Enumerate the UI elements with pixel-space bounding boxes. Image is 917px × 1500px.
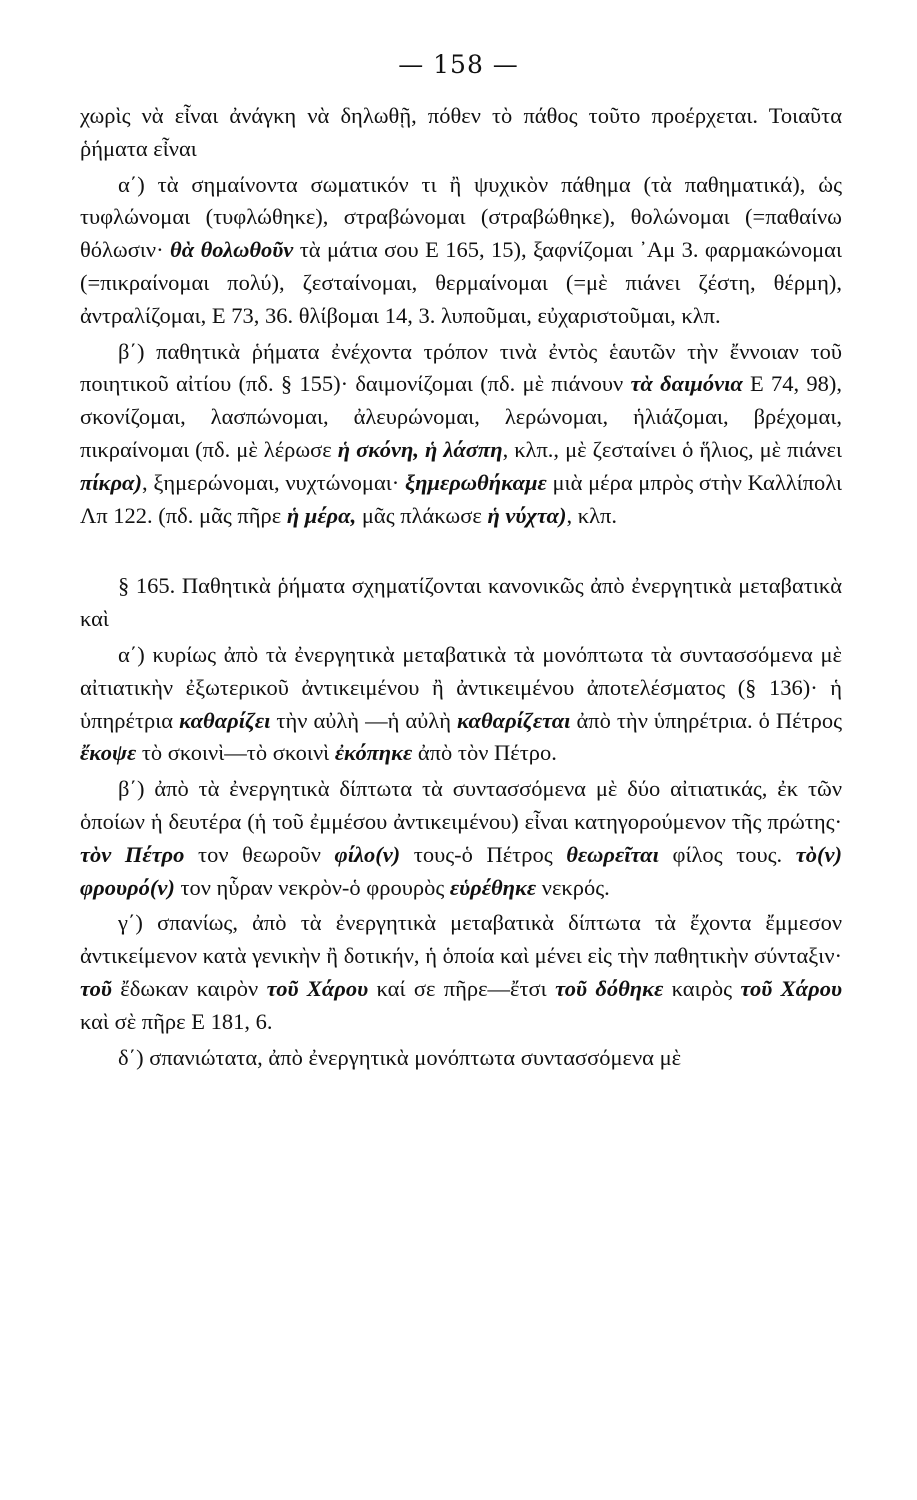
body-text: τον θεωροῦν	[184, 841, 335, 867]
body-text: καιρὸς	[663, 975, 741, 1001]
body-text: , κλπ.	[566, 502, 617, 528]
body-text: χωρὶς νὰ εἶναι ἀνάγκη νὰ δηλωθῇ, πόθεν τὸ πάθος τοῦτο προέρχεται. Τοιαῦτα ῥήματα εἶναι	[80, 103, 842, 161]
body-text: ἀπὸ τὸν Πέτρο.	[412, 740, 557, 766]
paragraph-alpha	[80, 169, 842, 333]
emphasis-text: ἡ σκόνη, ἡ λάσπη	[337, 436, 503, 462]
emphasis-text: εὑρέθηκε	[449, 874, 537, 900]
body-text: ἀπὸ τὴν ὑπηρέτρια. ὁ Πέτρος	[570, 707, 843, 733]
body-text: β΄) ἀπὸ τὰ ἐνεργητικὰ δίπτωτα τὰ συντασσόμενα μὲ δύο αἰτιατικάς, ἐκ τῶν ὁποίων ἡ δευτέρα (ἡ τοῦ ἐμμέσου ἀντικειμένου) εἶναι κατηγορούμενον τῆς πρώτης·	[80, 776, 842, 834]
body-text: καὶ σὲ πῆρε Ε 181, 6.	[80, 1008, 273, 1034]
paragraph-165-alpha	[80, 639, 842, 770]
body-text: , ξημερώνομαι, νυχτώνομαι·	[142, 469, 405, 495]
paragraph-165-delta	[80, 1042, 842, 1075]
emphasis-text: πίκρα)	[80, 469, 142, 495]
page-body	[80, 100, 842, 1074]
paragraph-165-beta	[80, 773, 842, 904]
body-text: καί σε πῆρε—ἔτσι	[368, 975, 556, 1001]
body-text: ἔδωκαν καιρὸν	[111, 975, 267, 1001]
body-text: μᾶς πλάκωσε	[356, 502, 488, 528]
body-text: τὸ σκοινὶ—τὸ σκοινὶ	[136, 740, 335, 766]
body-text: § 165. Παθητικὰ ῥήματα σχηματίζονται κανονικῶς ἀπὸ ἐνεργητικὰ μεταβατικὰ καὶ	[80, 573, 842, 632]
paragraph-intro	[80, 100, 842, 166]
section-165-heading	[80, 570, 842, 636]
emphasis-text: τὰ δαιμόνια	[630, 371, 743, 397]
emphasis-text: τὸ(ν) φρουρό(ν)	[80, 841, 843, 900]
emphasis-text: ἡ νύχτα)	[487, 502, 567, 528]
emphasis-text: καθαρίζει	[179, 707, 271, 733]
emphasis-text: καθαρίζεται	[457, 707, 571, 733]
emphasis-text: τοῦ	[80, 975, 112, 1001]
emphasis-text: θεωρεῖται	[566, 841, 659, 867]
page-number: — 158 —	[398, 50, 519, 79]
body-text: α΄) τὰ σημαίνοντα σωματικόν τι ἢ ψυχικὸν πάθημα (τὰ παθηματικά), ὡς τυφλώνομαι (τυφλώθηκε), στραβώνομαι (στραβώθηκε), θολώνομαι (=παθαίνω θόλωσιν·	[80, 171, 842, 263]
body-text: τον ηὗραν νεκρὸν-ὁ φρουρὸς	[174, 874, 450, 900]
body-text: β΄) παθητικὰ ῥήματα ἐνέχοντα τρόπον τινὰ ἐντὸς ἑαυτῶν τὴν ἔννοιαν τοῦ ποιητικοῦ αἰτίου (πδ. § 155)· δαιμονίζομαι (πδ. μὲ πιάνουν	[80, 338, 842, 397]
emphasis-text: ἔκοψε	[80, 740, 137, 766]
body-text: τὰ μάτια σου Ε 165, 15), ξαφνίζομαι ᾿Αμ 3. φαρμακώνομαι (=πικραίνομαι πολύ), ζεσταίνομαι, θερμαίνομαι (=μὲ πιάνει ζέστη, θέρμη), ἀντραλίζομαι, Ε 73, 36. θλίβομαι 14, 3. λυποῦμαι, εὐχαριστοῦμαι, κλπ.	[80, 237, 842, 328]
emphasis-text: φίλο(ν)	[334, 841, 401, 867]
paragraph-165-gamma	[80, 907, 842, 1038]
emphasis-text: τὸν Πέτρο	[80, 841, 185, 867]
body-text: γ΄) σπανίως, ἀπὸ τὰ ἐνεργητικὰ μεταβατικὰ δίπτωτα τὰ ἔχοντα ἔμμεσον ἀντικείμενον κατὰ γενικὴν ἢ δοτικήν, ἡ ὁποία καὶ μένει εἰς τὴν παθητικὴν σύνταξιν·	[80, 910, 842, 969]
body-text: δ΄) σπανιώτατα, ἀπὸ ἐνεργητικὰ μονόπτωτα συντασσόμενα μὲ	[118, 1044, 682, 1070]
emphasis-text: τοῦ δόθηκε	[555, 975, 664, 1001]
paragraph-beta	[80, 336, 842, 533]
body-text: τους-ὁ Πέτρος	[400, 841, 567, 867]
emphasis-text: τοῦ Χάρου	[266, 975, 369, 1001]
body-text: φίλος τους.	[658, 841, 796, 867]
body-text: νεκρός.	[536, 874, 610, 900]
emphasis-text: ἐκόπηκε	[334, 740, 413, 766]
emphasis-text: ξημερωθήκαμε	[405, 469, 547, 495]
body-text: α΄) κυρίως ἀπὸ τὰ ἐνεργητικὰ μεταβατικὰ τὰ μονόπτωτα τὰ συντασσόμενα μὲ αἰτιατικὴν ἐξωτερικοῦ ἀντικειμένου ἢ ἀντικειμένου ἀποτελέσματος (§ 136)· ἡ ὑπηρέτρια	[80, 641, 842, 733]
body-text: , κλπ., μὲ ζεσταίνει ὁ ἥλιος, μὲ πιάνει	[502, 436, 842, 462]
body-text: τὴν αὐλὴ —ἡ αὐλὴ	[270, 707, 457, 733]
emphasis-text: ἡ μέρα,	[286, 502, 357, 528]
emphasis-text: τοῦ Χάρου	[740, 975, 842, 1001]
body-text: Ε 74, 98), σκονίζομαι, λασπώνομαι, ἀλευρώνομαι, λερώνομαι, ἡλιάζομαι, βρέχομαι, πικραίνομαι (πδ. μὲ λέρωσε	[80, 371, 842, 462]
body-text: μιὰ μέρα μπρὸς στὴν Καλλίπολι Λπ 122. (πδ. μᾶς πῆρε	[80, 469, 842, 528]
emphasis-text: θὰ θολωθοῦν	[170, 237, 294, 263]
